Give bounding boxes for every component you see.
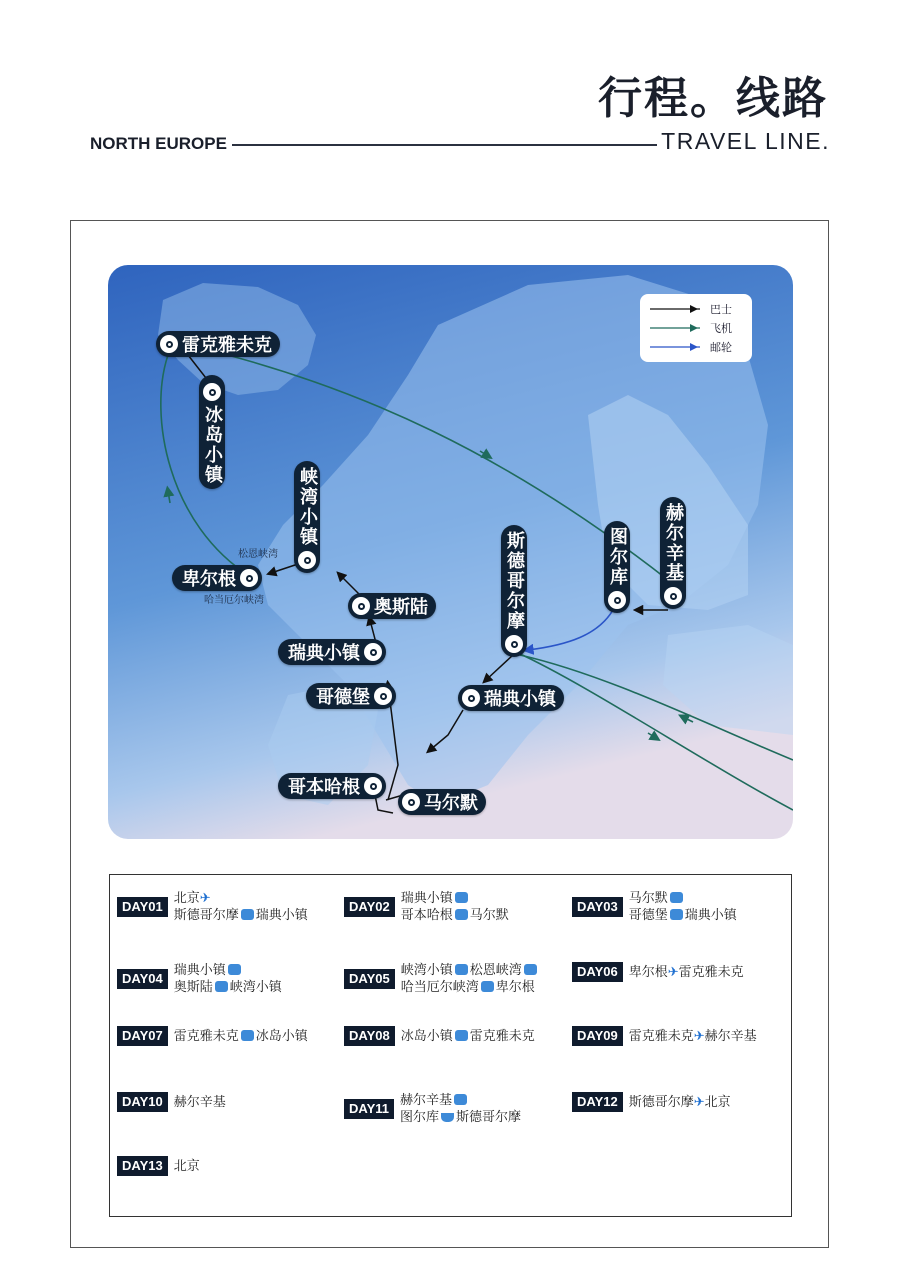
route-line xyxy=(174,890,308,907)
pin-label: 瑞典小镇 xyxy=(484,689,556,710)
page-title: 行程。线路 xyxy=(598,73,828,124)
day-route xyxy=(174,890,308,924)
route-line xyxy=(174,979,282,996)
legend-plane-line xyxy=(650,324,704,332)
pin-label: 卑尔根 xyxy=(182,569,236,590)
route-line xyxy=(629,907,737,924)
day-route xyxy=(629,964,744,981)
pin-malmo[interactable] xyxy=(398,789,486,815)
bus-icon xyxy=(670,892,683,903)
subtitle-divider xyxy=(232,144,657,146)
bus-icon xyxy=(481,981,494,992)
place-name: 马尔默 xyxy=(628,891,668,906)
location-icon xyxy=(402,793,420,811)
itinerary-day xyxy=(117,962,282,996)
route-line xyxy=(174,962,282,979)
day-badge: DAY07 xyxy=(117,1026,168,1046)
pin-label: 冰岛小镇 xyxy=(202,405,223,485)
location-icon xyxy=(462,689,480,707)
itinerary-day xyxy=(572,1026,757,1046)
legend-bus xyxy=(650,301,732,317)
pin-label: 图尔库 xyxy=(607,527,628,587)
legend-ship-label: 邮轮 xyxy=(710,341,732,354)
place-name: 赫尔辛基 xyxy=(704,1028,757,1044)
plane-icon: ✈ xyxy=(199,891,211,906)
itinerary-day xyxy=(117,1026,308,1046)
place-name: 雷克雅未克 xyxy=(173,1028,239,1044)
place-name: 雷克雅未克 xyxy=(628,1028,694,1044)
place-name: 斯德哥尔摩 xyxy=(173,908,239,923)
place-name: 瑞典小镇 xyxy=(173,963,226,978)
bus-icon xyxy=(455,892,468,903)
map-legend xyxy=(640,294,752,362)
place-name: 赫尔辛基 xyxy=(400,1093,453,1108)
itinerary-day xyxy=(344,962,539,996)
day-badge: DAY02 xyxy=(344,897,395,917)
place-name: 赫尔辛基 xyxy=(173,1094,226,1110)
day-route xyxy=(629,1028,757,1045)
day-route xyxy=(174,1028,308,1045)
legend-plane xyxy=(650,320,732,336)
bus-icon xyxy=(455,1030,468,1041)
pin-label: 斯德哥尔摩 xyxy=(504,531,525,631)
place-name: 哥本哈根 xyxy=(400,908,453,923)
day-route xyxy=(401,962,539,996)
place-name: 冰岛小镇 xyxy=(255,1028,308,1044)
place-name: 瑞典小镇 xyxy=(684,908,737,923)
place-name: 雷克雅未克 xyxy=(469,1028,535,1044)
place-name: 北京 xyxy=(173,891,200,906)
day-badge: DAY03 xyxy=(572,897,623,917)
pin-sweden-town-west[interactable] xyxy=(278,639,386,665)
route-map xyxy=(108,265,793,839)
pin-label: 雷克雅未克 xyxy=(182,335,272,356)
route-line xyxy=(400,1109,521,1126)
location-icon xyxy=(374,687,392,705)
day-route xyxy=(401,1028,535,1045)
bus-icon xyxy=(215,981,228,992)
pin-iceland-town[interactable] xyxy=(199,375,225,489)
itinerary-day xyxy=(344,1026,535,1046)
place-name: 奥斯陆 xyxy=(173,980,213,995)
label-sognefjord: 松恩峡湾 xyxy=(238,549,278,560)
day-badge: DAY06 xyxy=(572,962,623,982)
pin-reykjavik[interactable] xyxy=(156,331,280,357)
pin-label: 瑞典小镇 xyxy=(288,643,360,664)
pin-label: 奥斯陆 xyxy=(374,597,428,618)
place-name: 马尔默 xyxy=(469,908,509,923)
pin-bergen[interactable] xyxy=(172,565,262,591)
itinerary-day xyxy=(117,1156,200,1176)
plane-icon: ✈ xyxy=(693,1028,705,1044)
itinerary-day xyxy=(572,962,744,982)
bus-icon xyxy=(455,909,468,920)
day-route xyxy=(400,1092,521,1126)
bus-icon xyxy=(228,964,241,975)
location-icon xyxy=(240,569,258,587)
place-name: 瑞典小镇 xyxy=(400,891,453,906)
bus-icon xyxy=(670,909,683,920)
itinerary-day xyxy=(117,890,308,924)
itinerary-day xyxy=(344,1092,521,1126)
legend-ship-line xyxy=(650,343,704,351)
day-route xyxy=(629,1094,731,1111)
route-line xyxy=(400,1092,521,1109)
plane-icon: ✈ xyxy=(667,964,679,980)
route-line xyxy=(629,890,737,907)
pin-label: 马尔默 xyxy=(424,793,478,814)
day-badge: DAY08 xyxy=(344,1026,395,1046)
day-route xyxy=(174,962,282,996)
legend-ship xyxy=(650,339,732,355)
day-route xyxy=(401,890,509,924)
bus-icon xyxy=(454,1094,467,1105)
pin-label: 哥本哈根 xyxy=(288,777,360,798)
day-badge: DAY05 xyxy=(344,969,395,989)
location-icon xyxy=(608,591,626,609)
day-route xyxy=(174,1158,200,1175)
place-name: 雷克雅未克 xyxy=(678,964,744,980)
route-line xyxy=(174,1158,200,1175)
subtitle-right: TRAVEL LINE. xyxy=(661,128,830,154)
place-name: 哥德堡 xyxy=(628,908,668,923)
pin-fjord-town[interactable] xyxy=(294,461,320,573)
itinerary-day xyxy=(572,1092,731,1112)
pin-helsinki[interactable] xyxy=(660,497,686,609)
location-icon xyxy=(505,635,523,653)
itinerary-day xyxy=(117,1092,226,1112)
day-route xyxy=(174,1094,226,1111)
day-badge: DAY13 xyxy=(117,1156,168,1176)
place-name: 松恩峡湾 xyxy=(469,963,522,978)
place-name: 峡湾小镇 xyxy=(229,980,282,995)
route-line xyxy=(629,964,744,981)
route-line xyxy=(174,1028,308,1045)
place-name: 峡湾小镇 xyxy=(400,963,453,978)
location-icon xyxy=(364,777,382,795)
pin-stockholm[interactable] xyxy=(501,525,527,657)
route-line xyxy=(401,962,539,979)
day-badge: DAY01 xyxy=(117,897,168,917)
place-name: 冰岛小镇 xyxy=(400,1028,453,1044)
route-line xyxy=(401,979,539,996)
place-name: 卑尔根 xyxy=(495,980,535,995)
location-icon xyxy=(203,383,221,401)
bus-icon xyxy=(241,1030,254,1041)
place-name: 瑞典小镇 xyxy=(255,908,308,923)
itinerary-table xyxy=(109,874,792,1217)
place-name: 图尔库 xyxy=(400,1110,440,1125)
location-icon xyxy=(160,335,178,353)
bus-icon xyxy=(455,964,468,975)
route-line xyxy=(401,907,509,924)
location-icon xyxy=(298,551,316,569)
day-badge: DAY12 xyxy=(572,1092,623,1112)
route-line xyxy=(174,907,308,924)
location-icon xyxy=(352,597,370,615)
bus-icon xyxy=(241,909,254,920)
pin-label: 峡湾小镇 xyxy=(297,467,318,547)
plane-icon: ✈ xyxy=(693,1094,705,1110)
day-badge: DAY09 xyxy=(572,1026,623,1046)
location-icon xyxy=(664,587,682,605)
itinerary-day xyxy=(572,890,737,924)
place-name: 卑尔根 xyxy=(628,964,668,980)
legend-plane-label: 飞机 xyxy=(710,322,732,335)
itinerary-day xyxy=(344,890,509,924)
pin-turku[interactable] xyxy=(604,521,630,613)
place-name: 斯德哥尔摩 xyxy=(628,1094,694,1110)
legend-bus-line xyxy=(650,305,704,313)
pin-copenhagen[interactable] xyxy=(278,773,386,799)
route-line xyxy=(401,890,509,907)
pin-label: 哥德堡 xyxy=(316,687,370,708)
label-hardangerfjord: 哈当厄尔峡湾 xyxy=(204,595,264,606)
day-badge: DAY10 xyxy=(117,1092,168,1112)
pin-sweden-town-east[interactable] xyxy=(458,685,564,711)
pin-oslo[interactable] xyxy=(348,593,436,619)
place-name: 哈当厄尔峡湾 xyxy=(400,980,479,995)
day-badge: DAY04 xyxy=(117,969,168,989)
route-line xyxy=(401,1028,535,1045)
route-line xyxy=(174,1094,226,1111)
pin-gothenburg[interactable] xyxy=(306,683,396,709)
place-name: 斯德哥尔摩 xyxy=(456,1110,522,1125)
pin-label: 赫尔辛基 xyxy=(663,503,684,583)
legend-bus-label: 巴士 xyxy=(710,303,732,316)
place-name: 北京 xyxy=(704,1094,731,1110)
day-route xyxy=(629,890,737,924)
place-name: 北京 xyxy=(173,1158,200,1174)
route-line xyxy=(629,1094,731,1111)
day-badge: DAY11 xyxy=(344,1099,394,1119)
bus-icon xyxy=(524,964,537,975)
subtitle-left: NORTH EUROPE xyxy=(90,134,227,153)
route-line xyxy=(629,1028,757,1045)
location-icon xyxy=(364,643,382,661)
ship-icon xyxy=(441,1113,454,1122)
